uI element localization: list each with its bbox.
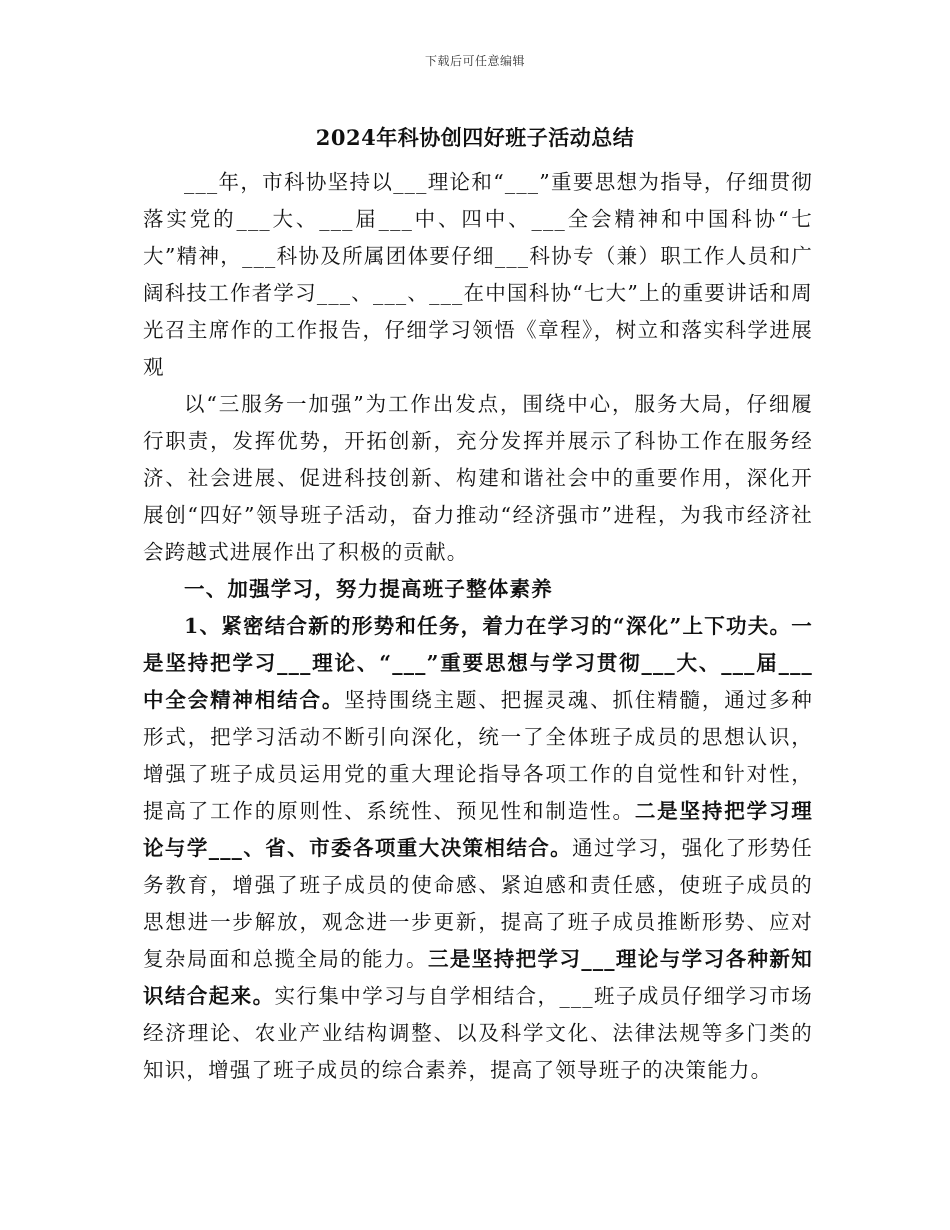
point-3-bold: 三是坚持把学习___理论与学习各种新知识结合起来。 [143, 947, 813, 1008]
intro-paragraph-1: ___年，市科协坚持以___理论和“___”重要思想为指导，仔细贯彻落实党的___大、___届___中、四中、___全会精神和中国科协“七大”精神，___科协及所属团体要仔细___科协专（兼）职工作人员和广阔科技工作者学习___、___、___在中国科协“七大”上的重要讲话和周光召主席作的工作报告，仔细学习领悟《章程》，树立和落实科学进展观 [143, 170, 813, 379]
intro-paragraph-2: 以“三服务一加强”为工作出发点，围绕中心，服务大局，仔细履行职责，发挥优势，开拓创新，充分发挥并展示了科协工作在服务经济、社会进展、促进科技创新、构建和谐社会中的重要作用，深化开展创“四好”领导班子活动，奋力推动“经济强市”进程，为我市经济社会跨越式进展作出了积极的贡献。 [143, 392, 813, 564]
point-2-bold: 二是坚持把学习理论与学___、省、市委各项重大决策相结合。 [143, 799, 813, 860]
section-paragraph [143, 608, 813, 1089]
point-2-text: 通过学习，强化了形势任务教育，增强了班子成员的使命感、紧迫感和责任感，使班子成员的思想进一步解放，观念进一步更新，提高了班子成员推断形势、应对复杂局面和总揽全局的能力。 [143, 836, 813, 971]
point-1-text: 坚持围绕主题、把握灵魂、抓住精髓，通过多种形式，把学习活动不断引向深化，统一了全体班子成员的思想认识，增强了班子成员运用党的重大理论指导各项工作的自觉性和针对性，提高了工作的原则性、系统性、预见性和制造性。 [143, 688, 813, 823]
section-heading: 一、加强学习，努力提高班子整体素养 [184, 577, 553, 601]
point-1-bold: 1、紧密结合新的形势和任务，着力在学习的“深化”上下功夫。一是坚持把学习___理论、“___”重要思想与学习贯彻___大、___届___中全会精神相结合。 [143, 614, 813, 712]
header-note: 下载后可任意编辑 [424, 54, 525, 68]
point-3-text: 实行集中学习与自学相结合，___班子成员仔细学习市场经济理论、农业产业结构调整、以及科学文化、法律法规等多门类的知识，增强了班子成员的综合素养，提高了领导班子的决策能力。 [143, 984, 813, 1082]
document-title: 2024年科协创四好班子活动总结 [315, 125, 635, 150]
document-body [143, 164, 813, 1089]
